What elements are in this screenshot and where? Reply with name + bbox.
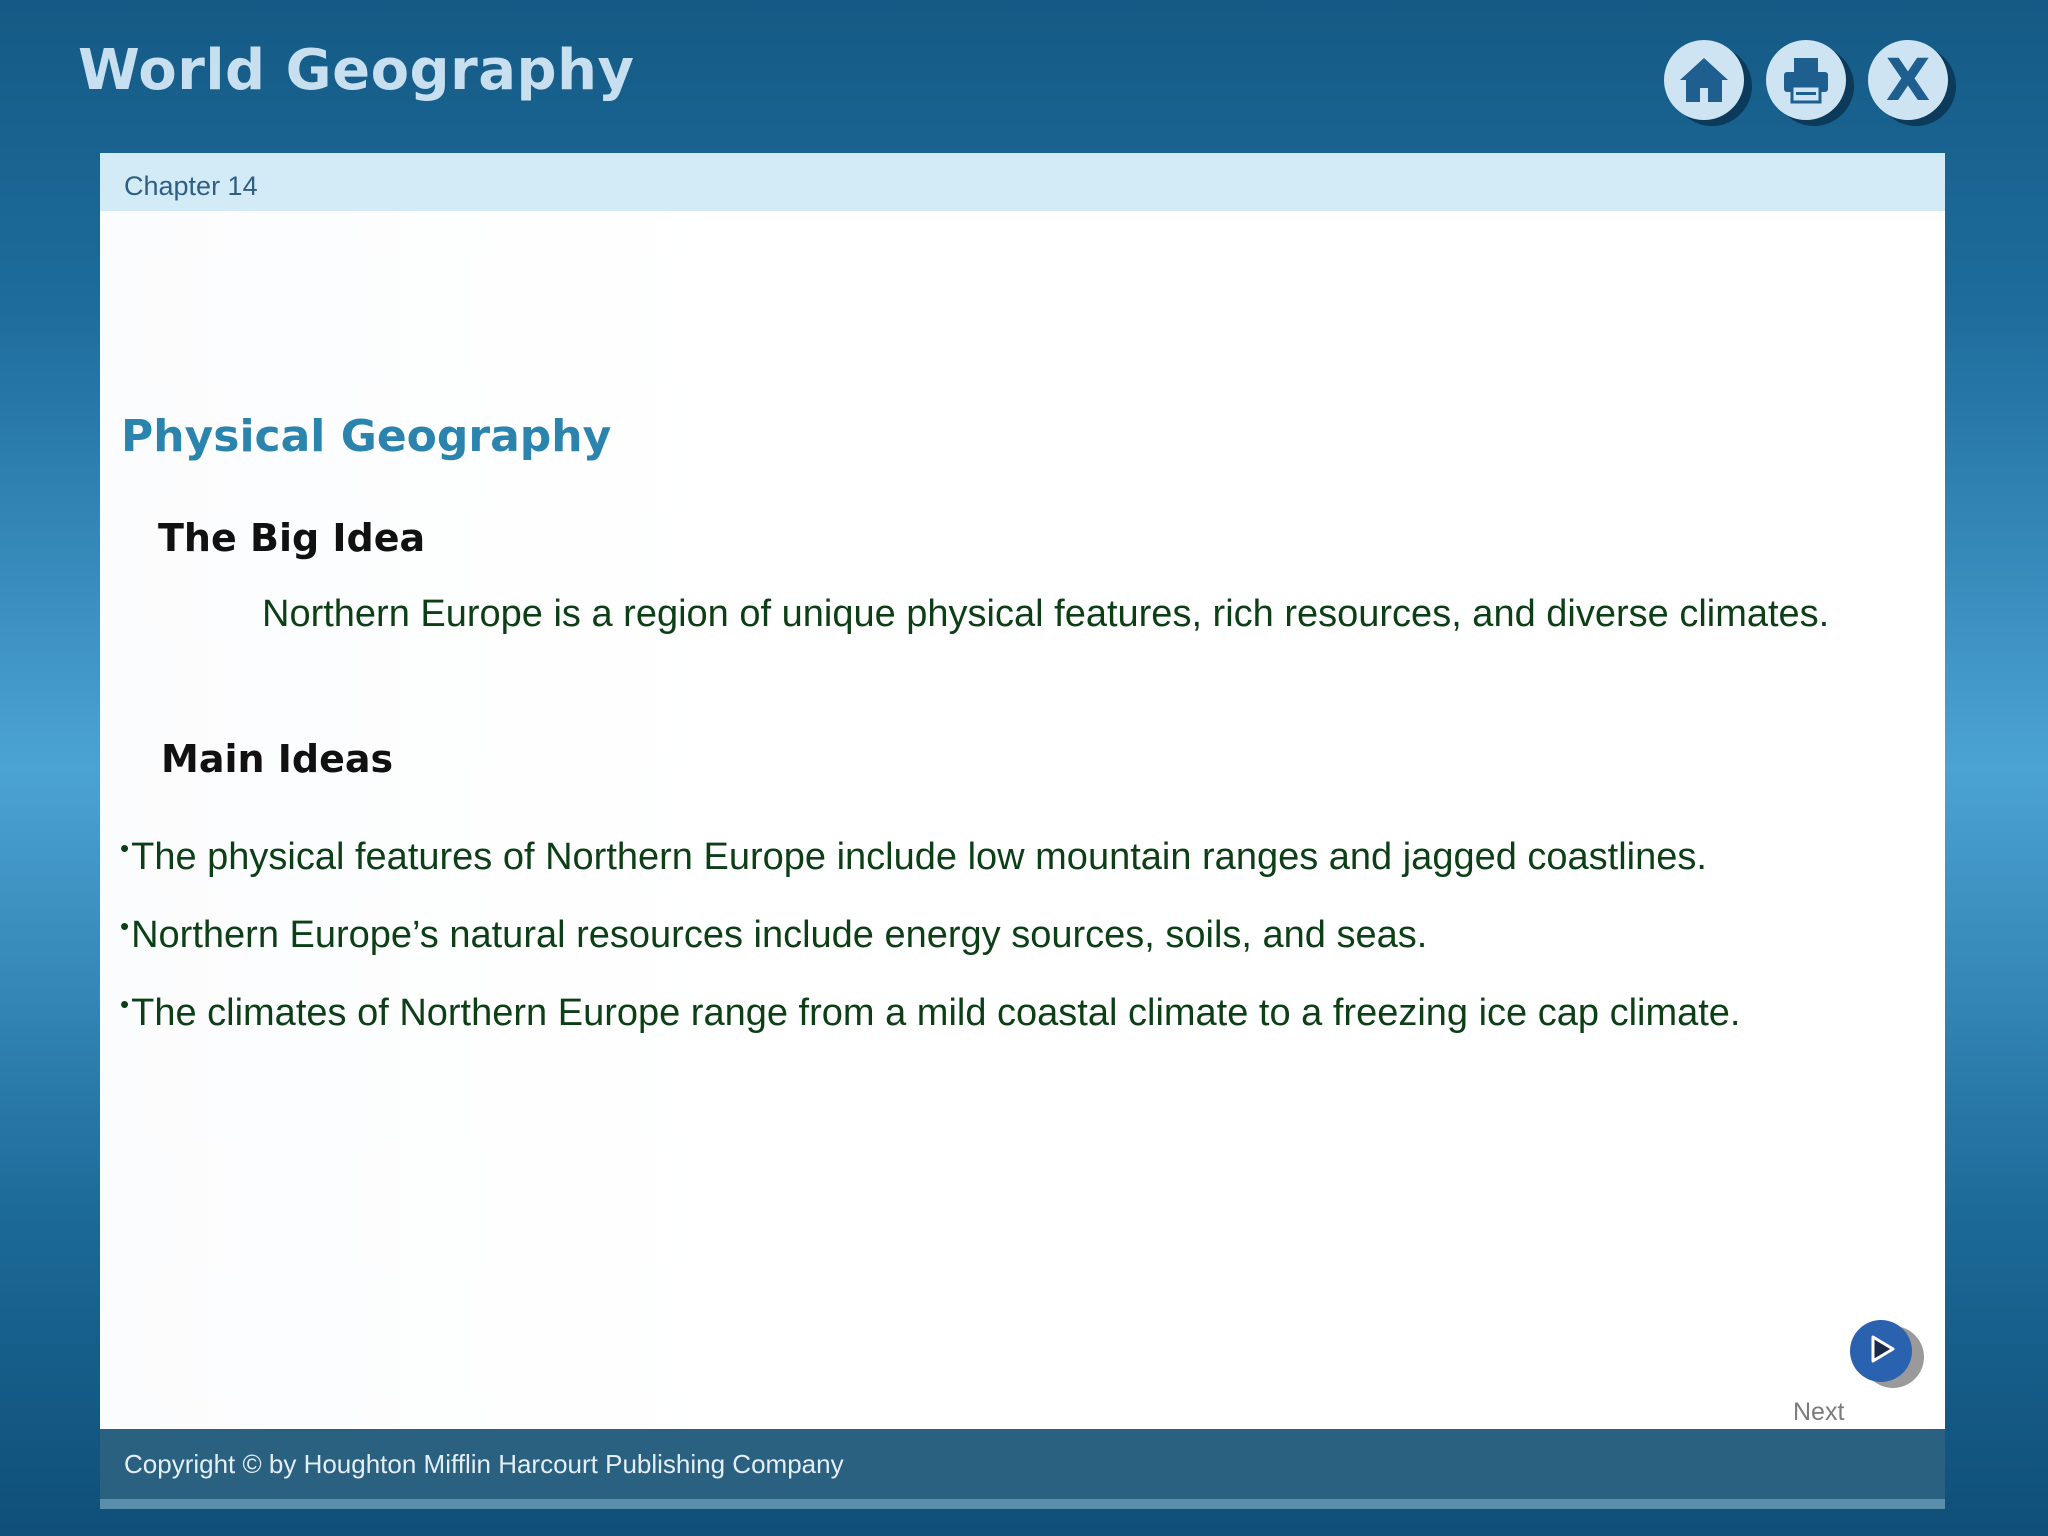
big-idea-text: Northern Europe is a region of unique physical features, rich resources, and diverse climates. bbox=[262, 593, 1830, 635]
main-ideas-heading: Main Ideas bbox=[161, 737, 394, 781]
home-button[interactable] bbox=[1664, 40, 1744, 120]
copyright-text: Copyright © by Houghton Mifflin Harcourt Publishing Company bbox=[124, 1449, 844, 1479]
chapter-bar bbox=[100, 153, 1945, 211]
app-title: World Geography bbox=[78, 38, 635, 103]
footer-bar bbox=[100, 1429, 1945, 1509]
main-ideas-list bbox=[120, 818, 1741, 1052]
bullet: • bbox=[120, 911, 130, 941]
big-idea-heading: The Big Idea bbox=[158, 516, 426, 560]
close-icon: X bbox=[1885, 46, 1931, 114]
play-arrow-icon bbox=[1864, 1332, 1898, 1371]
list-item bbox=[120, 974, 1741, 1052]
main-idea-text: The climates of Northern Europe range from a mild coastal climate to a freezing ice cap climate. bbox=[131, 992, 1741, 1034]
main-idea-text: The physical features of Northern Europe include low mountain ranges and jagged coastlines. bbox=[131, 836, 1707, 878]
print-button[interactable] bbox=[1766, 40, 1846, 120]
list-item bbox=[120, 896, 1741, 974]
section-title: Physical Geography bbox=[121, 411, 612, 462]
home-icon bbox=[1676, 52, 1732, 108]
main-idea-text: Northern Europe’s natural resources include energy sources, soils, and seas. bbox=[131, 914, 1428, 956]
printer-icon bbox=[1778, 52, 1834, 108]
next-button[interactable] bbox=[1850, 1320, 1912, 1382]
list-item bbox=[120, 818, 1741, 896]
next-label: Next bbox=[1793, 1398, 1845, 1426]
bullet: • bbox=[120, 833, 130, 863]
close-button[interactable] bbox=[1868, 40, 1948, 120]
bullet: • bbox=[120, 989, 130, 1019]
content-panel bbox=[100, 153, 1945, 1429]
chapter-label: Chapter 14 bbox=[124, 171, 258, 201]
